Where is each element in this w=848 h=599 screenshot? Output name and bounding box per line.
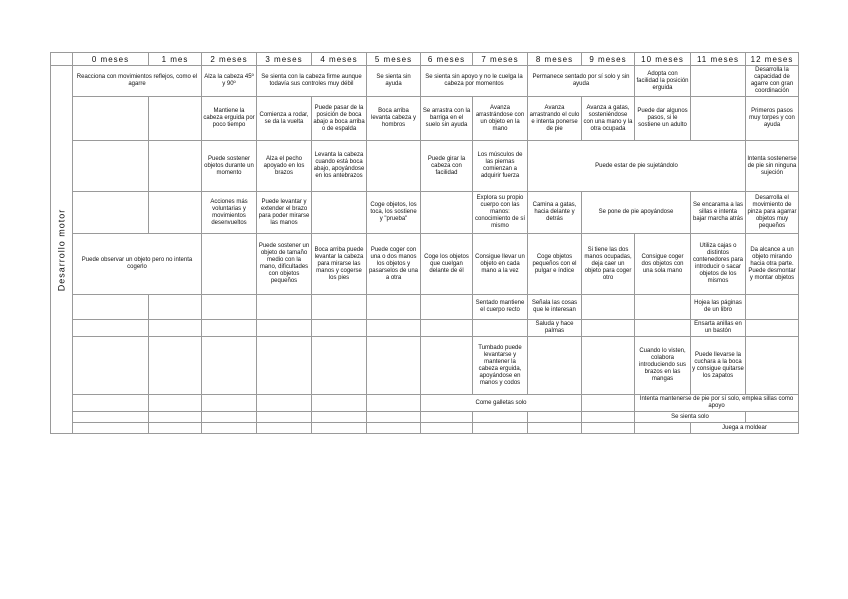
milestone-cell: Come galletas solo [421,395,582,412]
empty-cell [367,295,421,320]
table-row [51,412,799,423]
empty-cell [257,295,312,320]
milestone-cell: Acciones más voluntarias y movimientos desenvueltos [202,192,257,234]
milestone-cell: Permanece sentado por sí solo y sin ayuda [528,66,635,97]
milestone-cell: Consigue coger dos objetos con una sola mano [635,234,691,295]
motor-development-table [50,52,799,434]
milestone-cell: Levanta la cabeza cuando está boca abajo, apoyándose en los antebrazos [312,141,367,192]
empty-cell [257,395,312,412]
empty-cell [582,337,635,395]
empty-cell [421,320,473,337]
empty-cell [73,412,149,423]
milestone-cell: Primeros pasos muy torpes y con ayuda [746,97,799,141]
empty-cell [73,337,149,395]
milestone-cell: Adopta con facilidad la posición erguida [635,66,691,97]
month-header: 6 meses [421,53,473,66]
empty-cell [582,412,635,423]
empty-cell [691,66,746,97]
milestone-cell: Si tiene las dos manos ocupadas, deja caer un objeto para coger otro [582,234,635,295]
table-row [51,395,799,412]
empty-cell [528,337,582,395]
empty-cell [149,295,202,320]
empty-cell [746,320,799,337]
empty-cell [746,337,799,395]
empty-cell [202,395,257,412]
empty-cell [312,412,367,423]
empty-cell [149,141,202,192]
month-header: 12 meses [746,53,799,66]
empty-cell [421,337,473,395]
milestone-cell: Consigue llevar un objeto en cada mano a la vez [473,234,528,295]
empty-cell [73,295,149,320]
milestone-cell: Cuando lo visten, colabora introduciendo sus brazos en las mangas [635,337,691,395]
empty-cell [149,337,202,395]
milestone-cell: Intenta sostenerse de pie sin ninguna sujeción [746,141,799,192]
table-row [51,423,799,434]
milestone-cell: Se sienta solo [635,412,746,423]
milestone-cell: Mantiene la cabeza erguida por poco tiempo [202,97,257,141]
empty-cell [202,295,257,320]
empty-cell [367,320,421,337]
empty-cell [582,320,635,337]
empty-cell [73,423,149,434]
empty-cell [582,295,635,320]
empty-cell [257,423,312,434]
empty-cell [202,234,257,295]
empty-cell [73,97,149,141]
empty-cell [421,192,473,234]
month-header: 2 meses [202,53,257,66]
milestone-cell: Puede levantar y extender el brazo para poder mirarse las manos [257,192,312,234]
empty-cell [202,423,257,434]
milestone-cell: Juega a moldear [691,423,799,434]
empty-cell [202,320,257,337]
empty-cell [149,192,202,234]
empty-cell [73,141,149,192]
empty-cell [635,423,691,434]
empty-cell [149,412,202,423]
empty-cell [312,192,367,234]
empty-cell [73,192,149,234]
table-row [51,141,799,192]
empty-cell [528,423,582,434]
table-row [51,320,799,337]
month-header: 4 meses [312,53,367,66]
milestone-cell: Alza la cabeza 45º y 90º [202,66,257,97]
milestone-cell: Intenta mantenerse de pie por sí solo, emplea sillas como apoyo [635,395,799,412]
empty-cell [528,412,582,423]
milestone-cell: Puede sostener un objeto de tamaño medio con la mano, dificultades con objetos pequeños [257,234,312,295]
milestone-cell: Se pone de pie apoyándose [582,192,691,234]
empty-cell [202,337,257,395]
milestone-cell: Señala las cosas que le interesan [528,295,582,320]
section-label-cell [51,66,73,434]
milestone-cell: Puede coger con una o dos manos los objetos y pasarselos de una a otra [367,234,421,295]
milestone-cell: Saluda y hace palmas [528,320,582,337]
milestone-cell: Sentado mantiene el cuerpo recto [473,295,528,320]
milestone-cell: Se sienta sin ayuda [367,66,421,97]
month-header: 7 meses [473,53,528,66]
empty-cell [691,97,746,141]
milestone-cell: Avanza arrastrando el culo e intenta ponerse de pie [528,97,582,141]
header-row [51,53,799,66]
milestone-cell: Los músculos de las piernas comienzan a adquirir fuerza [473,141,528,192]
month-header: 0 meses [73,53,149,66]
empty-cell [421,295,473,320]
empty-cell [312,295,367,320]
milestone-cell: Da alcance a un objeto mirando hacia otra parte. Puede desmontar y montar objetos [746,234,799,295]
milestone-cell: Ensarta anillas en un bastón [691,320,746,337]
empty-cell [367,337,421,395]
empty-cell [312,395,367,412]
milestone-cell: Utiliza cajas o distintos contenedores para introducir o sacar objetos de los mismos [691,234,746,295]
empty-cell [367,141,421,192]
milestone-cell: Comienza a rodar, se da la vuelta [257,97,312,141]
table-row [51,97,799,141]
empty-cell [312,337,367,395]
empty-cell [746,295,799,320]
empty-cell [473,412,528,423]
table-row [51,192,799,234]
milestone-cell: Puede estar de pie sujetándolo [528,141,746,192]
month-header: 5 meses [367,53,421,66]
section-label: Desarrollo motor [56,208,66,291]
milestone-cell: Puede observar un objeto pero no intenta cogerlo [73,234,202,295]
table-row [51,337,799,395]
month-header: 9 meses [582,53,635,66]
milestone-cell: Tumbado puede levantarse y mantener la cabeza erguida, apoyándose en manos y codos [473,337,528,395]
milestone-cell: Coge objetos pequeños con el pulgar e índice [528,234,582,295]
empty-cell [367,423,421,434]
milestone-cell: Puede pasar de la posición de boca abajo a boca arriba o de espalda [312,97,367,141]
table-row [51,295,799,320]
milestone-cell: Boca arriba puede levantar la cabeza para mirarse las manos y cogerse los pies [312,234,367,295]
empty-cell [582,395,635,412]
milestone-cell: Explora su propio cuerpo con las manos: conocimiento de sí mismo [473,192,528,234]
month-header: 1 mes [149,53,202,66]
milestone-cell: Se sienta con la cabeza firme aunque todavía sus controles muy débil [257,66,367,97]
header-corner [51,53,73,66]
empty-cell [473,320,528,337]
milestone-cell: Desarrolla la capacidad de agarre con gran coordinación [746,66,799,97]
empty-cell [149,423,202,434]
empty-cell [582,423,635,434]
month-header: 11 meses [691,53,746,66]
empty-cell [149,395,202,412]
empty-cell [73,395,149,412]
empty-cell [312,320,367,337]
milestone-cell: Desarrolla el movimiento de pinza para agarrar objetos muy pequeños [746,192,799,234]
month-header: 10 meses [635,53,691,66]
milestone-cell: Se encarama a las sillas e intenta bajar marcha atrás [691,192,746,234]
month-header: 3 meses [257,53,312,66]
milestone-cell: Avanza a gatas, sosteniéndose con una mano y la otra ocupada [582,97,635,141]
empty-cell [257,337,312,395]
empty-cell [473,423,528,434]
milestone-cell: Puede girar la cabeza con facilidad [421,141,473,192]
empty-cell [149,320,202,337]
empty-cell [367,395,421,412]
milestone-cell: Alza el pecho apoyado en los brazos [257,141,312,192]
milestone-cell: Puede dar algunos pasos, si le sostiene un adulto [635,97,691,141]
milestone-cell: Coge los objetos que cuelgan delante de él [421,234,473,295]
milestone-cell: Camina a gatas, hacia delante y detrás [528,192,582,234]
empty-cell [635,295,691,320]
empty-cell [257,412,312,423]
milestone-cell: Boca arriba levanta cabeza y hombros [367,97,421,141]
empty-cell [73,320,149,337]
milestone-cell: Puede sostener objetos durante un momento [202,141,257,192]
empty-cell [312,423,367,434]
month-header: 8 meses [528,53,582,66]
empty-cell [635,320,691,337]
milestone-cell: Avanza arrastrándose con un objeto en la mano [473,97,528,141]
milestone-cell: Reacciona con movimientos reflejos, como el agarre [73,66,202,97]
empty-cell [257,320,312,337]
milestone-cell: Coge objetos, los toca, los sostiene y "prueba" [367,192,421,234]
development-table-document [50,52,798,434]
empty-cell [202,412,257,423]
milestone-cell: Puede llevarse la cuchara a la boca y consigue quitarse los zapatos [691,337,746,395]
empty-cell [746,412,799,423]
milestone-cell: Hojea las páginas de un libro [691,295,746,320]
empty-cell [421,423,473,434]
empty-cell [421,412,473,423]
table-row [51,66,799,97]
milestone-cell: Se arrastra con la barriga en el suelo sin ayuda [421,97,473,141]
milestone-cell: Se sienta sin apoyo y no le cuelga la cabeza por momentos [421,66,528,97]
table-row [51,234,799,295]
empty-cell [367,412,421,423]
empty-cell [149,97,202,141]
